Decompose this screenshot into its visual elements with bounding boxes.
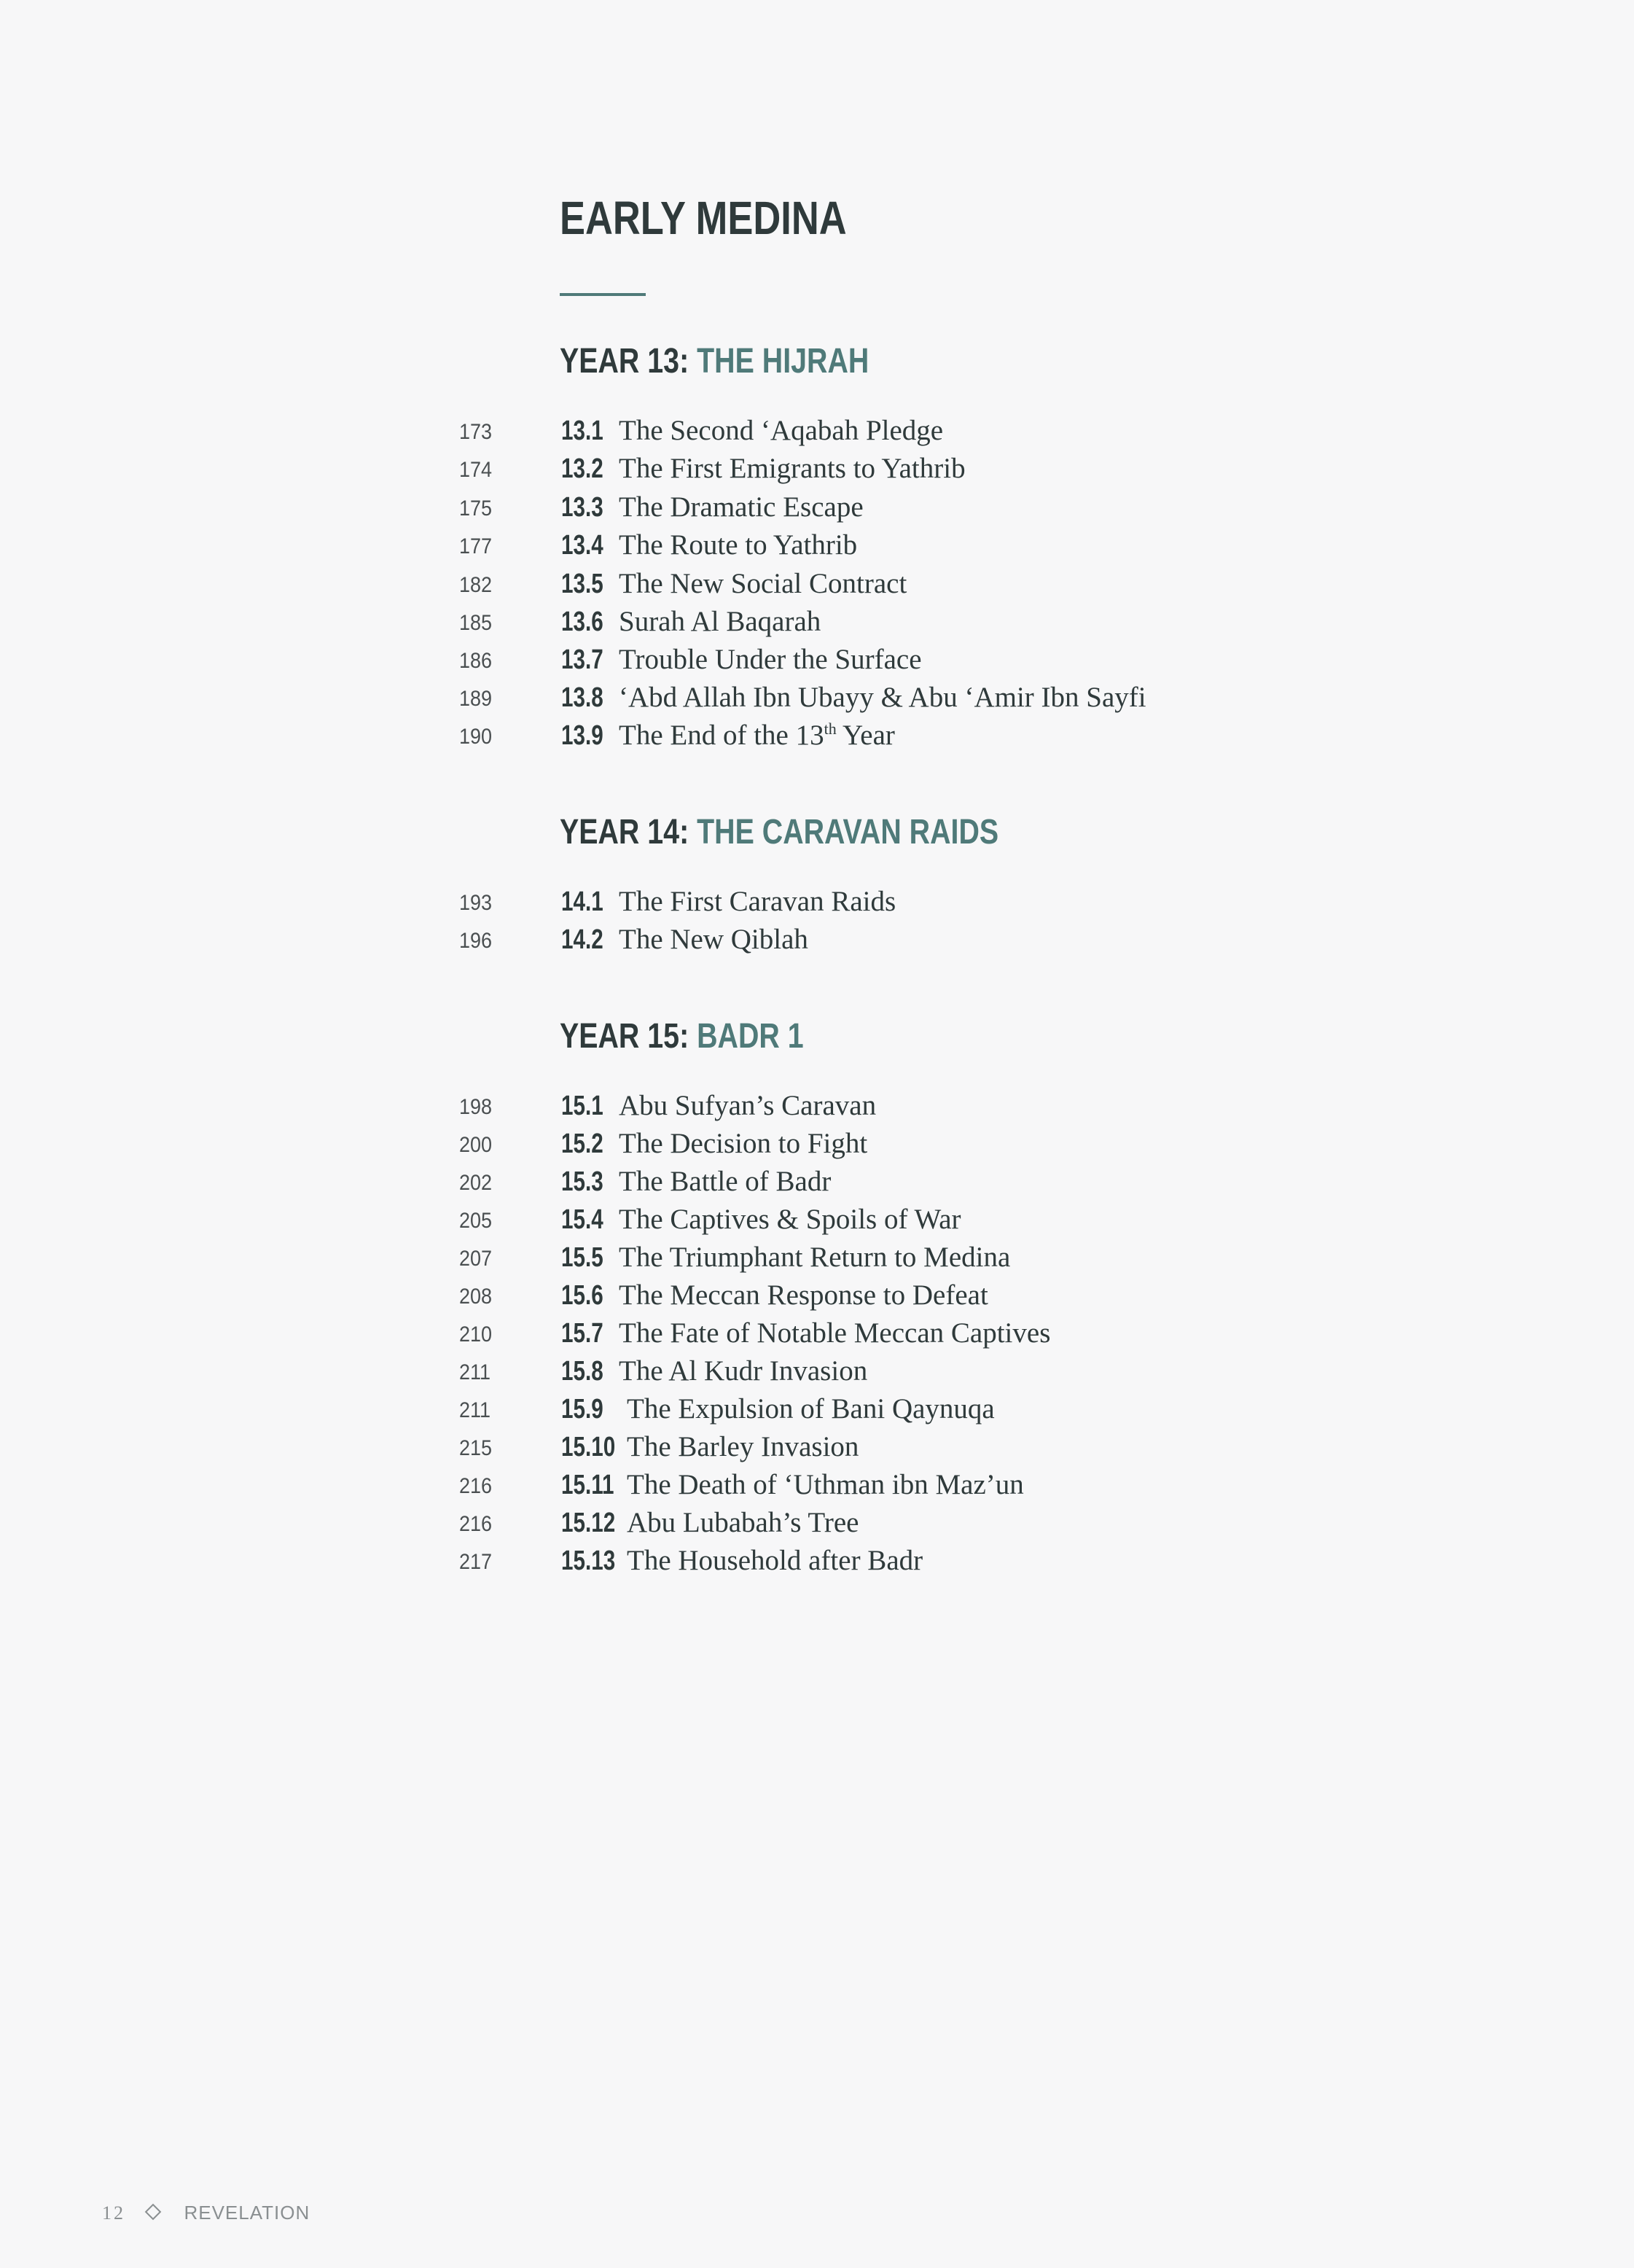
- entry-number: 13.2: [561, 453, 603, 484]
- page-number: 211: [459, 1398, 491, 1422]
- toc-entry[interactable]: [0, 642, 1634, 679]
- entry-title: The Expulsion of Bani Qaynuqa: [627, 1393, 995, 1425]
- entry-title: The Death of ‘Uthman ibn Maz’un: [627, 1469, 1024, 1500]
- toc-entry[interactable]: [0, 1088, 1634, 1126]
- page-number: 189: [459, 687, 493, 711]
- section-name: BADR 1: [697, 1017, 804, 1056]
- entry-title: The Second ‘Aqabah Pledge: [619, 415, 944, 446]
- entry-number: 13.5: [561, 569, 603, 599]
- entry-number: 15.7: [561, 1318, 603, 1349]
- entry-title: Abu Lubabah’s Tree: [627, 1507, 859, 1538]
- entry-number: 15.4: [561, 1204, 603, 1235]
- toc-entry[interactable]: [0, 1277, 1634, 1315]
- toc-entry[interactable]: [0, 1505, 1634, 1543]
- entry-title: Surah Al Baqarah: [619, 606, 821, 637]
- toc-entry[interactable]: [0, 1164, 1634, 1201]
- entry-title: The Fate of Notable Meccan Captives: [619, 1317, 1051, 1349]
- toc-entry[interactable]: [0, 1391, 1634, 1429]
- entry-number: 15.11: [561, 1470, 614, 1500]
- toc-entry[interactable]: [0, 1126, 1634, 1164]
- entry-title: Trouble Under the Surface: [619, 644, 922, 675]
- entry-number: 15.13: [561, 1546, 616, 1576]
- entry-number: 15.3: [561, 1166, 603, 1197]
- toc-entry[interactable]: [0, 921, 1634, 959]
- entry-title: The Triumphant Return to Medina: [619, 1242, 1011, 1273]
- page-number: 207: [459, 1247, 493, 1271]
- section-heading-year-15: [560, 1016, 804, 1056]
- footer-book-title: REVELATION: [184, 2202, 310, 2224]
- section-heading-year-14: [560, 812, 998, 852]
- section-year: YEAR 13:: [560, 342, 689, 381]
- section-name: THE CARAVAN RAIDS: [697, 813, 999, 852]
- entry-title: The New Qiblah: [619, 924, 808, 955]
- entry-title: Abu Sufyan’s Caravan: [619, 1090, 877, 1121]
- toc-entry[interactable]: [0, 1353, 1634, 1391]
- page-number: 205: [459, 1209, 493, 1233]
- toc-entry[interactable]: [0, 1467, 1634, 1505]
- page-number: 216: [459, 1512, 493, 1536]
- toc-entry[interactable]: [0, 1315, 1634, 1353]
- entry-title: The Al Kudr Invasion: [619, 1355, 868, 1387]
- toc-entry[interactable]: [0, 413, 1634, 451]
- entry-number: 15.9: [561, 1394, 603, 1425]
- entry-number: 13.7: [561, 644, 603, 675]
- page-number: 211: [459, 1360, 491, 1384]
- superscript-ordinal: th: [824, 720, 837, 738]
- toc-entry[interactable]: [0, 451, 1634, 488]
- page-number: 177: [459, 534, 493, 558]
- entry-title: The Meccan Response to Defeat: [619, 1279, 988, 1311]
- entry-number: 15.8: [561, 1356, 603, 1387]
- page-number: 200: [459, 1133, 493, 1157]
- toc-entry[interactable]: [0, 604, 1634, 642]
- entry-number: 15.2: [561, 1129, 603, 1159]
- entry-number: 15.1: [561, 1091, 603, 1121]
- entry-title: The Barley Invasion: [627, 1431, 859, 1462]
- entry-number: 15.10: [561, 1432, 616, 1462]
- toc-entry[interactable]: [0, 884, 1634, 921]
- toc-entry[interactable]: [0, 1429, 1634, 1467]
- page-number: 173: [459, 420, 493, 444]
- entry-title: The Battle of Badr: [619, 1166, 832, 1197]
- entry-title: ‘Abd Allah Ibn Ubayy & Abu ‘Amir Ibn Sayfi: [619, 682, 1146, 713]
- page-number: 216: [459, 1474, 493, 1498]
- page-number: 186: [459, 649, 493, 673]
- page-number: 210: [459, 1322, 493, 1347]
- page-footer: [102, 2202, 310, 2224]
- toc-entry[interactable]: [0, 527, 1634, 565]
- section-heading-year-13: [560, 341, 869, 381]
- toc-entry[interactable]: [0, 1543, 1634, 1581]
- entry-title: The Household after Badr: [627, 1545, 923, 1576]
- entry-number: 14.2: [561, 924, 603, 955]
- page-number: 217: [459, 1550, 493, 1574]
- entry-title: The Route to Yathrib: [619, 529, 858, 561]
- page-number: 208: [459, 1285, 493, 1309]
- entry-number: 13.8: [561, 682, 603, 713]
- entry-number: 13.1: [561, 416, 603, 446]
- entry-title: The New Social Contract: [619, 568, 907, 599]
- page-number: 196: [459, 929, 493, 953]
- section-name: THE HIJRAH: [697, 342, 869, 381]
- toc-entry[interactable]: [0, 566, 1634, 604]
- chapter-title: EARLY MEDINA: [560, 192, 847, 244]
- toc-entry[interactable]: [0, 679, 1634, 717]
- toc-entry[interactable]: [0, 489, 1634, 527]
- toc-entry[interactable]: [0, 1201, 1634, 1239]
- page-number: 175: [459, 496, 493, 521]
- entry-title: The First Caravan Raids: [619, 886, 896, 917]
- section-year: YEAR 14:: [560, 813, 689, 852]
- page-number: 174: [459, 458, 493, 482]
- entry-number: 13.3: [561, 492, 603, 523]
- page-number: 190: [459, 725, 493, 749]
- title-rule: [560, 293, 646, 296]
- diamond-icon: [145, 2204, 162, 2221]
- toc-entry[interactable]: [0, 717, 1634, 755]
- entry-number: 15.5: [561, 1242, 603, 1273]
- footer-page-number: 12: [102, 2202, 125, 2224]
- entry-title: The End of the 13th Year: [619, 720, 895, 751]
- page-number: 215: [459, 1436, 493, 1460]
- page-number: 185: [459, 611, 493, 635]
- entry-number: 14.1: [561, 886, 603, 917]
- entry-number: 13.6: [561, 607, 603, 637]
- entry-number: 13.4: [561, 530, 603, 561]
- entry-number: 15.12: [561, 1508, 616, 1538]
- page-number: 198: [459, 1095, 493, 1119]
- page-number: 182: [459, 573, 493, 597]
- entry-title: The Captives & Spoils of War: [619, 1204, 961, 1235]
- page-number: 193: [459, 891, 493, 915]
- toc-entry[interactable]: [0, 1239, 1634, 1277]
- page-number: 202: [459, 1171, 493, 1195]
- entry-number: 15.6: [561, 1280, 603, 1311]
- entry-title: The Dramatic Escape: [619, 491, 864, 523]
- entry-number: 13.9: [561, 720, 603, 751]
- entry-title: The First Emigrants to Yathrib: [619, 453, 966, 484]
- section-year: YEAR 15:: [560, 1017, 689, 1056]
- entry-title: The Decision to Fight: [619, 1128, 868, 1159]
